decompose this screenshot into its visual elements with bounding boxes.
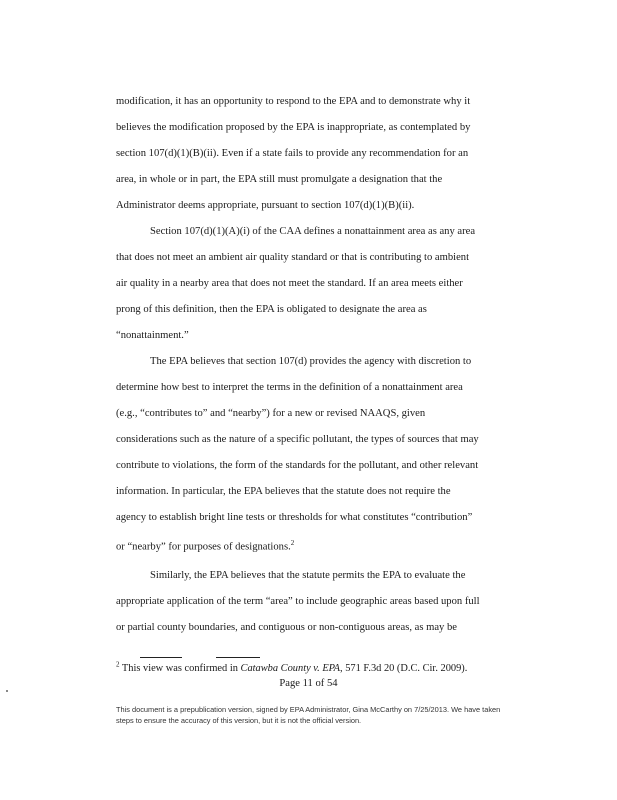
- body-line: area, in whole or in part, the EPA still must promulgate a designation that the: [116, 174, 443, 185]
- body-line: prong of this definition, then the EPA is obligated to designate the area as: [116, 304, 427, 315]
- body-line: believes the modification proposed by the EPA is inappropriate, as contemplated by: [116, 122, 471, 133]
- body-line: [116, 537, 294, 554]
- body-line: air quality in a nearby area that does not meet the standard. If an area meets either: [116, 278, 463, 289]
- body-line: modification, it has an opportunity to respond to the EPA and to demonstrate why it: [116, 96, 471, 107]
- body-line: considerations such as the nature of a specific pollutant, the types of sources that may: [116, 434, 479, 445]
- scan-speck: [6, 690, 8, 692]
- footnote-separator: [140, 657, 182, 658]
- body-line: agency to establish bright line tests or thresholds for what constitutes “contribution”: [116, 512, 473, 523]
- footnote-separator: [216, 657, 260, 658]
- footnote-case-name: Catawba County v. EPA: [240, 663, 341, 674]
- body-line: Similarly, the EPA believes that the statute permits the EPA to evaluate the: [150, 570, 466, 581]
- prepublication-notice: This document is a prepublication version, signed by EPA Administrator, Gina McCarthy on 7/25/2013. We have taken steps to ensure the accuracy of this version, but it is not the official version.: [116, 705, 501, 725]
- page-number: Page 11 of 54: [279, 678, 338, 689]
- footnote-reference: 2: [290, 539, 295, 547]
- body-line: or partial county boundaries, and contiguous or non-contiguous areas, as may be: [116, 622, 457, 633]
- body-line: contribute to violations, the form of the standards for the pollutant, and other relevant: [116, 460, 479, 471]
- footnote-text: This view was confirmed in: [121, 663, 238, 674]
- body-line: section 107(d)(1)(B)(ii). Even if a state fails to provide any recommendation for an: [116, 148, 469, 159]
- body-line: information. In particular, the EPA believes that the statute does not require the: [116, 486, 451, 497]
- body-line: Administrator deems appropriate, pursuant to section 107(d)(1)(B)(ii).: [116, 200, 415, 211]
- body-line: Section 107(d)(1)(A)(i) of the CAA defines a nonattainment area as any area: [150, 226, 476, 237]
- body-line: determine how best to interpret the terms in the definition of a nonattainment area: [116, 382, 463, 393]
- body-line: that does not meet an ambient air quality standard or that is contributing to ambient: [116, 252, 470, 263]
- body-line-text: or “nearby” for purposes of designations.: [116, 541, 291, 553]
- body-line: appropriate application of the term “area” to include geographic areas based upon full: [116, 596, 480, 607]
- body-line: “nonattainment.”: [116, 330, 189, 341]
- footnote-citation: , 571 F.3d 20 (D.C. Cir. 2009).: [340, 663, 468, 674]
- footnote: [116, 660, 468, 674]
- body-line: (e.g., “contributes to” and “nearby”) for a new or revised NAAQS, given: [116, 408, 426, 419]
- footnote-number: 2: [116, 660, 120, 669]
- body-line: The EPA believes that section 107(d) provides the agency with discretion to: [150, 356, 472, 367]
